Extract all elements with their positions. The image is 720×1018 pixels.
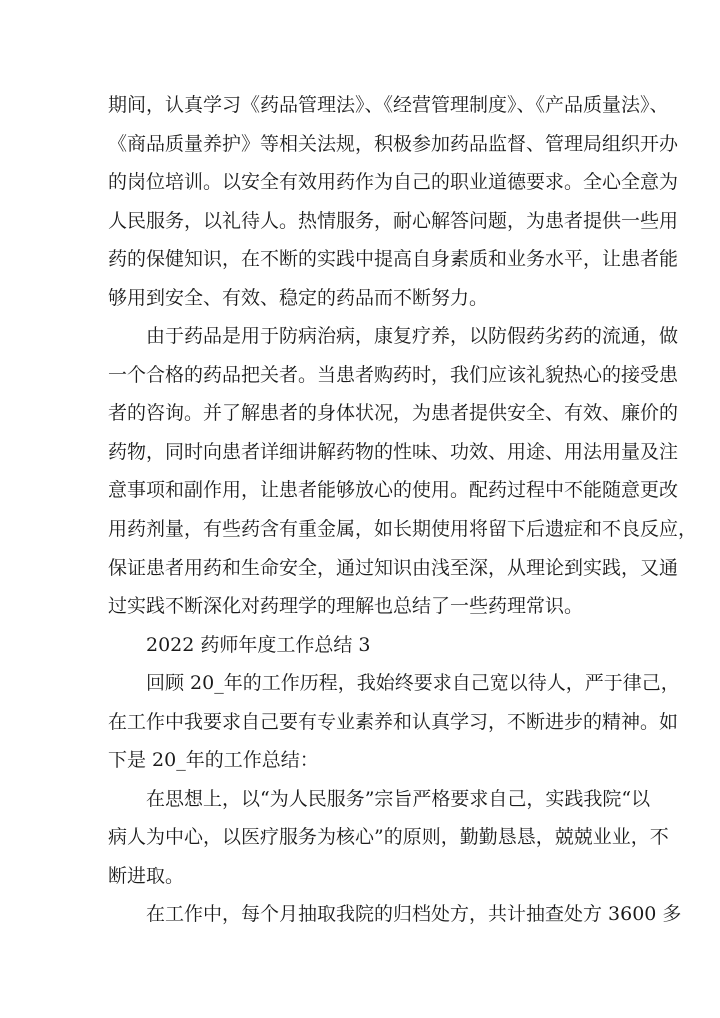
paragraph-start-line: 在工作中，每个月抽取我院的归档处方，共计抽查处方 3600 多: [146, 903, 682, 926]
text-line: 在工作中我要求自己要有专业素养和认真学习，不断进步的精神。如: [108, 710, 679, 733]
text-line: 病人为中心，以医疗服务为核心”的原则，勤勤恳恳，兢兢业业，不: [108, 826, 669, 849]
document-body: [108, 86, 698, 934]
text-line: 断进取。: [108, 864, 185, 887]
text-line: 药的保健知识，在不断的实践中提高自身素质和业务水平，让患者能: [108, 248, 679, 271]
text-line: 意事项和副作用，让患者能够放心的使用。配药过程中不能随意更改: [108, 479, 679, 502]
paragraph-start-line: 由于药品是用于防病治病，康复疗养，以防假药劣药的流通，做: [146, 325, 679, 348]
text-line: 药物，同时向患者详细讲解药物的性味、功效、用途、用法用量及注: [108, 440, 679, 463]
section-heading: 2022 药师年度工作总结 3: [146, 633, 371, 656]
text-line: 一个合格的药品把关者。当患者购药时，我们应该礼貌热心的接受患: [108, 363, 679, 386]
text-line: 的岗位培训。以安全有效用药作为自己的职业道德要求。全心全意为: [108, 171, 679, 194]
text-line: 够用到安全、有效、稳定的药品而不断努力。: [108, 286, 489, 309]
text-line: 下是 20_年的工作总结：: [108, 749, 319, 772]
text-line: 者的咨询。并了解患者的身体状况，为患者提供安全、有效、廉价的: [108, 402, 679, 425]
text-line: 《商品质量养护》等相关法规，积极参加药品监督、管理局组织开办: [108, 132, 679, 155]
paragraph-start-line: 在思想上，以“为人民服务”宗旨严格要求自己，实践我院“以: [146, 787, 651, 810]
text-line: 保证患者用药和生命安全，通过知识由浅至深，从理论到实践，又通: [108, 556, 679, 579]
paragraph-start-line: 回顾 20_年的工作历程，我始终要求自己宽以待人，严于律己，: [146, 672, 680, 695]
text-line: 人民服务，以礼待人。热情服务，耐心解答问题，为患者提供一些用: [108, 209, 679, 232]
text-line: 用药剂量，有些药含有重金属，如长期使用将留下后遗症和不良反应，: [108, 518, 698, 541]
text-line: 期间，认真学习《药品管理法》、《经营管理制度》、《产品质量法》、: [108, 94, 669, 116]
text-line: 过实践不断深化对药理学的理解也总结了一些药理常识。: [108, 595, 584, 618]
